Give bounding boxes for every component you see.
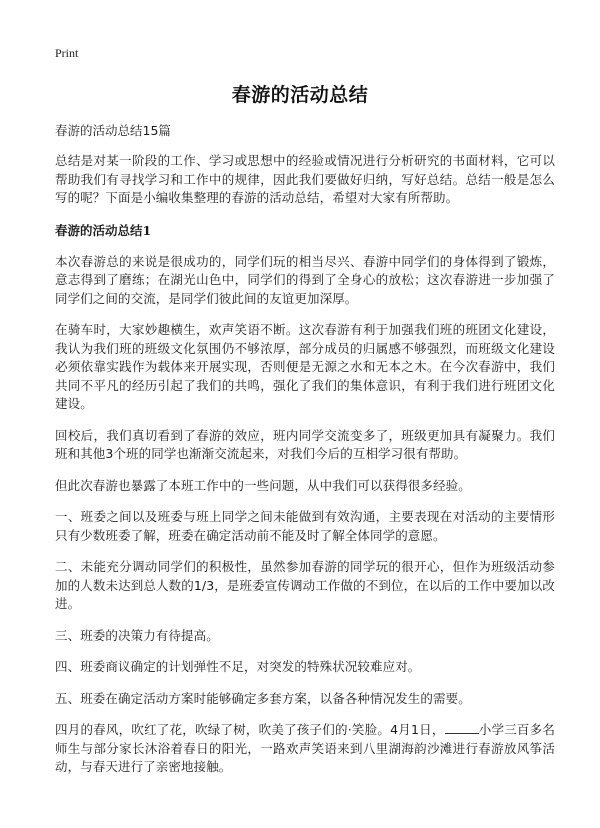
document-body — [55, 122, 555, 790]
paragraph: 但此次春游也暴露了本班工作中的一些问题，从中我们可以获得很多经验。 — [55, 477, 471, 493]
paragraph: 三、班委的决策力有待提高。 — [55, 627, 219, 643]
page-title: 春游的活动总结 — [231, 84, 369, 106]
document-subtitle: 春游的活动总结15篇 — [55, 123, 171, 138]
paragraph: 回校后，我们真切看到了春游的效应，班内同学交流变多了，班级更加具有凝聚力。我们班和其他3个班的同学也渐渐交流起来，对我们今后的互相学习很有帮助。 — [55, 427, 555, 461]
print-link[interactable]: Print — [55, 46, 79, 60]
section-heading: 春游的活动总结1 — [55, 222, 152, 238]
paragraph-last-end: 小学三百多名师生与部分家长沐浴着春日的阳光，一路欢声笑语来到八里湖海韵沙滩进行春游放风筝活动，与春天进行了亲密地接触。 — [55, 722, 555, 774]
paragraph: 一、班委之间以及班委与班上同学之间未能做到有效沟通，主要表现在对活动的主要情形只有少数班委了解，班委在确定活动前不能及时了解全体同学的意愿。 — [55, 509, 555, 543]
paragraph: 本次春游总的来说是很成功的，同学们玩的相当尽兴、春游中同学们的身体得到了锻炼，意志得到了磨练；在湖光山色中，同学们的得到了全身心的放松；这次春游进一步加强了同学们之间的交流，是同学们彼此间的友谊更加深厚。 — [55, 253, 555, 306]
paragraph: 二、未能充分调动同学们的积极性，虽然参加春游的同学玩的很开心，但作为班级活动参加的人数未达到总人数的1/3，是班委宣传调动工作做的不到位，在以后的工作中要加以改进。 — [55, 559, 555, 611]
paragraph: 五、班委在确定活动方案时能够确定多套方案，以备各种情况发生的需要。 — [55, 690, 471, 706]
fill-in-blank — [445, 721, 479, 734]
paragraph: 在骑车时，大家妙趣横生，欢声笑语不断。这次春游有利于加强我们班的班团文化建设，我认为我们班的班级文化氛围仍不够浓厚，部分成员的归属感不够强烈，而班级文化建设必须依靠实践作为载体来开展实现，否则便是无源之水和无本之木。在今次春游中，我们共同不平凡的经历引起了我们的共鸣，强化了我们的集体意识，有利于我们进行班团文化建设。 — [55, 322, 555, 411]
paragraph-last-start: 四月的春风，吹红了花，吹绿了树，吹美了孩子们的·笑脸。4月1日， — [55, 722, 445, 737]
paragraph: 四、班委商议确定的计划弹性不足，对突发的特殊状况较难应对。 — [55, 659, 421, 674]
intro-paragraph: 总结是对某一阶段的工作、学习或思想中的经验或情况进行分析研究的书面材料，它可以帮助我们有寻找学习和工作中的规律，因此我们要做好归纳，写好总结。总结一般是怎么写的呢？下面是小编收集整理的春游的活动总结，希望对大家有所帮助。 — [55, 153, 555, 205]
paragraph-last — [55, 721, 555, 777]
